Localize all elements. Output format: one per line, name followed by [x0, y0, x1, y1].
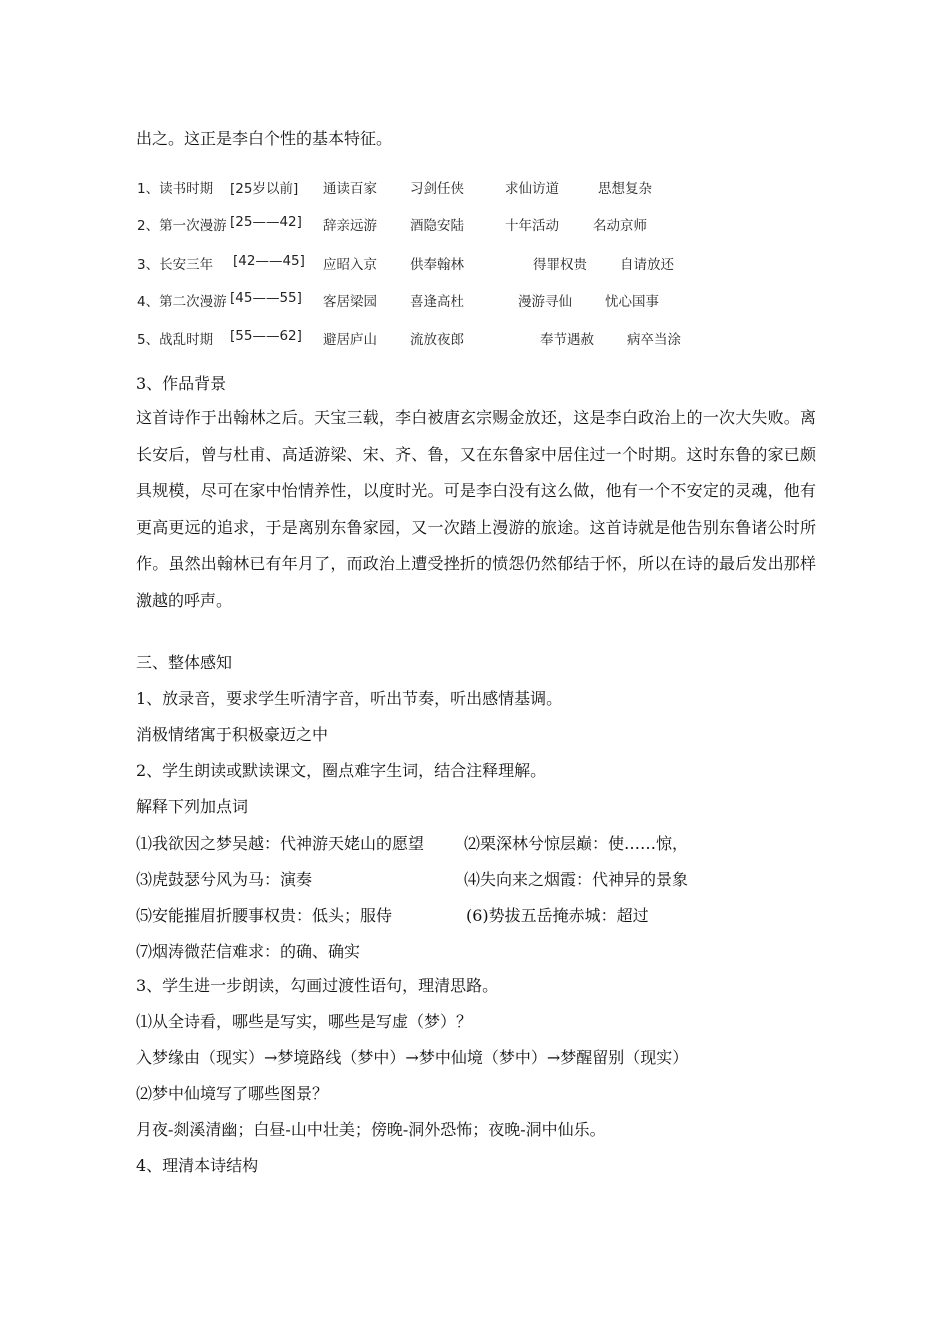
timeline-item: 流放夜郎: [410, 332, 464, 348]
timeline-years: [25岁以前]: [230, 181, 299, 197]
timeline-phase: 4、第二次漫游: [137, 294, 227, 310]
timeline-item: 思想复杂: [598, 181, 652, 197]
gloss-item: ⑶虎鼓瑟兮风为马：演奏: [136, 870, 313, 889]
timeline-item: 习剑任侠: [410, 181, 464, 197]
gloss-item: ⑷失向来之烟霞：代神异的景象: [464, 870, 689, 889]
timeline-item: 应昭入京: [323, 257, 377, 273]
background-heading: 3、作品背景: [136, 374, 227, 393]
timeline-item: 名动京师: [593, 218, 647, 234]
timeline-phase: 5、战乱时期: [137, 332, 214, 348]
step-4: 4、理清本诗结构: [136, 1156, 259, 1175]
timeline-item: 酒隐安陆: [410, 218, 464, 234]
background-paragraph: 这首诗作于出翰林之后。天宝三载，李白被唐玄宗赐金放还，这是李白政治上的一次大失败。离长安后，曾与杜甫、高适游梁、宋、齐、鲁，又在东鲁家中居住过一个时期。这时东鲁的家已颇具规模，尽可在家中怡情养性，以度时光。可是李白没有这么做，他有一个不安定的灵魂，他有更高更远的追求，于是离别东鲁家园，又一次踏上漫游的旅途。这首诗就是他告别东鲁诸公时所作。虽然出翰林已有年月了，而政治上遭受挫折的愤怨仍然郁结于怀，所以在诗的最后发出那样激越的呼声。: [136, 408, 816, 610]
step-1: 1、放录音，要求学生听清字音，听出节奏，听出感情基调。: [136, 689, 563, 708]
gloss-item: ⑸安能摧眉折腰事权贵：低头；服侍: [136, 906, 393, 925]
timeline-item: 自请放还: [620, 257, 674, 273]
timeline-item: 客居梁园: [323, 294, 377, 310]
question-2: ⑵梦中仙境写了哪些图景？: [136, 1084, 329, 1103]
timeline-item: 供奉翰林: [410, 257, 464, 273]
timeline-item: 奉节遇赦: [540, 332, 594, 348]
timeline-item: 喜逢高杜: [410, 294, 464, 310]
timeline-phase: 3、长安三年: [137, 257, 214, 273]
timeline-phase: 1、读书时期: [137, 181, 214, 197]
timeline-item: 漫游寻仙: [518, 294, 572, 310]
section-heading: 三、整体感知: [136, 653, 233, 672]
timeline-item: 十年活动: [505, 218, 559, 234]
gloss-item: ⑺烟涛微茫信难求：的确、确实: [136, 942, 361, 961]
timeline-item: 得罪权贵: [533, 257, 587, 273]
timeline-item: 忧心国事: [605, 294, 659, 310]
gloss-item: (6)势拔五岳掩赤城：超过: [466, 906, 649, 925]
timeline-item: 通读百家: [323, 181, 377, 197]
timeline-phase: 2、第一次漫游: [137, 218, 227, 234]
question-1: ⑴从全诗看，哪些是写实，哪些是写虚（梦）？: [136, 1012, 473, 1031]
timeline-item: 避居庐山: [323, 332, 377, 348]
intro-line: 出之。这正是李白个性的基本特征。: [136, 129, 393, 148]
gloss-item: ⑵栗深林兮惊层巅：使……惊，: [464, 834, 689, 853]
timeline-years: [42——45]: [233, 253, 305, 269]
timeline-years: [25——42]: [230, 214, 302, 230]
step-2: 2、学生朗读或默读课文，圈点难字生词，结合注释理解。: [136, 761, 547, 780]
timeline-years: [55——62]: [230, 328, 302, 344]
gloss-item: ⑴我欲因之梦吴越：代神游天姥山的愿望: [136, 834, 425, 853]
gloss-heading: 解释下列加点词: [136, 797, 249, 816]
step-1-answer: 消极情绪寓于积极豪迈之中: [136, 725, 329, 744]
timeline-years: [45——55]: [230, 290, 302, 306]
timeline-item: 求仙访道: [505, 181, 559, 197]
timeline-item: 病卒当涂: [627, 332, 681, 348]
question-1-answer: 入梦缘由（现实）→梦境路线（梦中）→梦中仙境（梦中）→梦醒留别（现实）: [136, 1048, 689, 1067]
timeline-item: 辞亲远游: [323, 218, 377, 234]
question-2-answer: 月夜-剡溪清幽；白昼-山中壮美；傍晚-洞外恐怖；夜晚-洞中仙乐。: [136, 1120, 606, 1139]
step-3: 3、学生进一步朗读，勾画过渡性语句，理清思路。: [136, 976, 499, 995]
